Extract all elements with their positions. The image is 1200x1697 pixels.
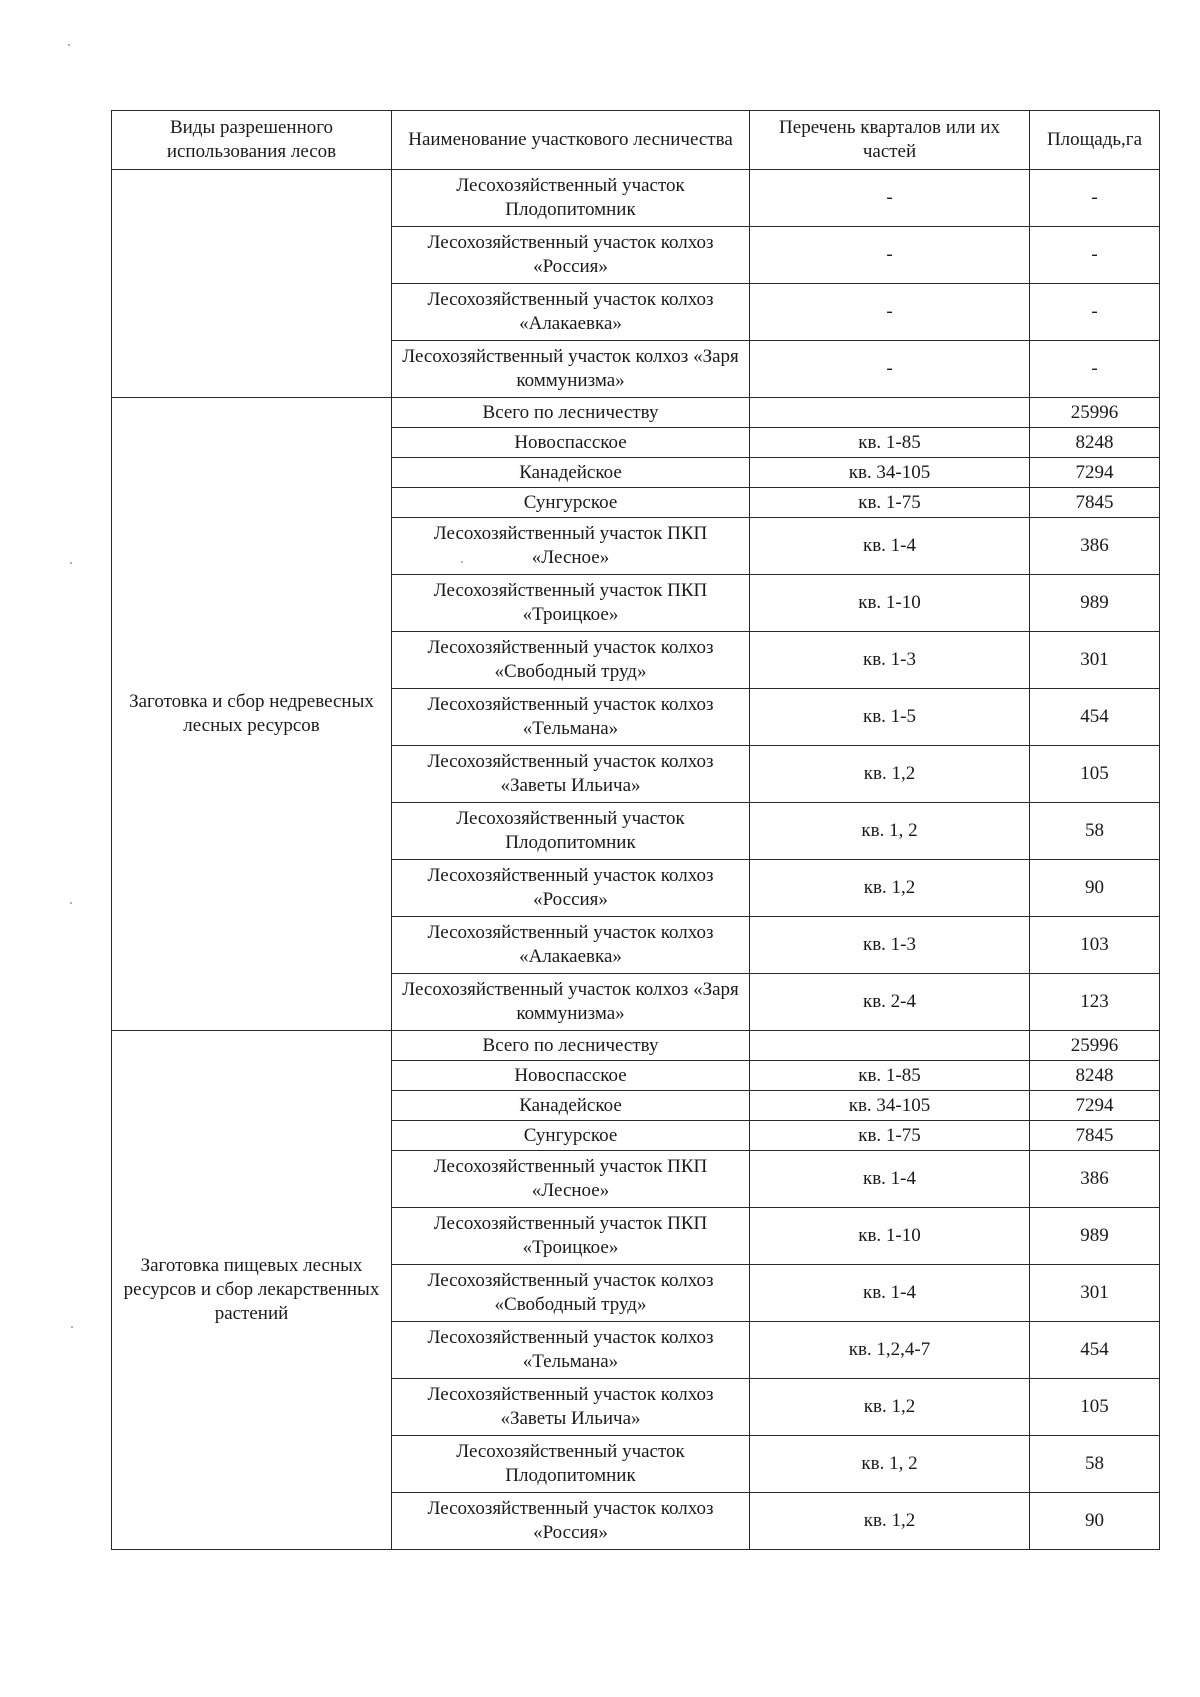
table-header: [112, 111, 1160, 170]
forestry-name-cell: Лесохозяйственный участок Плодопитомник: [392, 803, 750, 860]
quarters-cell: [750, 398, 1030, 428]
scan-speck: [70, 562, 72, 564]
forestry-name-cell: Лесохозяйственный участок колхоз «Россия»: [392, 227, 750, 284]
table-row: [112, 1031, 1160, 1061]
area-cell: -: [1030, 284, 1160, 341]
forestry-name-cell: Лесохозяйственный участок колхоз «Алакаевка»: [392, 284, 750, 341]
header-forestry-name: Наименование участкового лесничества: [392, 111, 750, 170]
forestry-name-cell: Лесохозяйственный участок колхоз «Заря коммунизма»: [392, 341, 750, 398]
quarters-cell: кв. 1-4: [750, 518, 1030, 575]
area-cell: 386: [1030, 518, 1160, 575]
area-cell: 25996: [1030, 398, 1160, 428]
area-cell: 301: [1030, 1265, 1160, 1322]
area-cell: 989: [1030, 1208, 1160, 1265]
forestry-name-cell: Лесохозяйственный участок колхоз «Заветы Ильича»: [392, 746, 750, 803]
forestry-name-cell: Лесохозяйственный участок ПКП «Троицкое»: [392, 1208, 750, 1265]
quarters-cell: кв. 1-85: [750, 1061, 1030, 1091]
area-cell: 7845: [1030, 1121, 1160, 1151]
area-cell: 989: [1030, 575, 1160, 632]
quarters-cell: кв. 1-10: [750, 1208, 1030, 1265]
header-quarters: Перечень кварталов или их частей: [750, 111, 1030, 170]
forestry-name-cell: Новоспасское: [392, 1061, 750, 1091]
quarters-cell: -: [750, 341, 1030, 398]
area-cell: 7294: [1030, 1091, 1160, 1121]
quarters-cell: кв. 2-4: [750, 974, 1030, 1031]
quarters-cell: кв. 34-105: [750, 458, 1030, 488]
forestry-name-cell: Лесохозяйственный участок колхоз «Тельмана»: [392, 689, 750, 746]
quarters-cell: кв. 1-10: [750, 575, 1030, 632]
quarters-cell: кв. 1,2: [750, 1493, 1030, 1550]
forestry-name-cell: Лесохозяйственный участок Плодопитомник: [392, 170, 750, 227]
quarters-cell: кв. 1-75: [750, 488, 1030, 518]
forestry-name-cell: Сунгурское: [392, 1121, 750, 1151]
header-area: Площадь,га: [1030, 111, 1160, 170]
forestry-name-cell: Лесохозяйственный участок колхоз «Россия»: [392, 1493, 750, 1550]
area-cell: 103: [1030, 917, 1160, 974]
area-cell: 7845: [1030, 488, 1160, 518]
area-cell: 386: [1030, 1151, 1160, 1208]
forestry-name-cell: Лесохозяйственный участок Плодопитомник: [392, 1436, 750, 1493]
area-cell: -: [1030, 170, 1160, 227]
forestry-name-cell: Лесохозяйственный участок колхоз «Свободный труд»: [392, 632, 750, 689]
quarters-cell: кв. 1,2: [750, 1379, 1030, 1436]
area-cell: 301: [1030, 632, 1160, 689]
forestry-name-cell: Лесохозяйственный участок колхоз «Россия»: [392, 860, 750, 917]
area-cell: 90: [1030, 1493, 1160, 1550]
header-use-type: Виды разрешенного использования лесов: [112, 111, 392, 170]
forestry-name-cell: Лесохозяйственный участок ПКП «Лесное»: [392, 518, 750, 575]
area-cell: 454: [1030, 689, 1160, 746]
forestry-name-cell: Лесохозяйственный участок колхоз «Свободный труд»: [392, 1265, 750, 1322]
quarters-cell: кв. 1-75: [750, 1121, 1030, 1151]
quarters-cell: кв. 1,2: [750, 860, 1030, 917]
forestry-name-cell: Лесохозяйственный участок ПКП «Лесное»: [392, 1151, 750, 1208]
table-row: [112, 170, 1160, 227]
quarters-cell: -: [750, 284, 1030, 341]
forestry-name-cell: Сунгурское: [392, 488, 750, 518]
forestry-name-cell: Канадейское: [392, 458, 750, 488]
area-cell: -: [1030, 341, 1160, 398]
quarters-cell: кв. 1-4: [750, 1151, 1030, 1208]
forest-use-table: [111, 110, 1160, 1550]
forestry-name-cell: Новоспасское: [392, 428, 750, 458]
area-cell: 25996: [1030, 1031, 1160, 1061]
area-cell: 58: [1030, 1436, 1160, 1493]
quarters-cell: кв. 1-3: [750, 917, 1030, 974]
area-cell: 8248: [1030, 428, 1160, 458]
quarters-cell: [750, 1031, 1030, 1061]
forestry-name-cell: Всего по лесничеству: [392, 398, 750, 428]
area-cell: 90: [1030, 860, 1160, 917]
quarters-cell: кв. 1, 2: [750, 803, 1030, 860]
use-type-cell: Заготовка пищевых лесных ресурсов и сбор лекарственных растений: [112, 1031, 392, 1550]
quarters-cell: кв. 34-105: [750, 1091, 1030, 1121]
forestry-name-cell: Лесохозяйственный участок колхоз «Заветы Ильича»: [392, 1379, 750, 1436]
area-cell: 123: [1030, 974, 1160, 1031]
forestry-name-cell: Лесохозяйственный участок ПКП «Троицкое»: [392, 575, 750, 632]
quarters-cell: кв. 1-5: [750, 689, 1030, 746]
area-cell: -: [1030, 227, 1160, 284]
quarters-cell: кв. 1, 2: [750, 1436, 1030, 1493]
quarters-cell: кв. 1-4: [750, 1265, 1030, 1322]
table-row: [112, 398, 1160, 428]
use-type-cell: Заготовка и сбор недревесных лесных ресурсов: [112, 398, 392, 1031]
scan-speck: [70, 902, 72, 904]
forestry-name-cell: Лесохозяйственный участок колхоз «Тельмана»: [392, 1322, 750, 1379]
area-cell: 58: [1030, 803, 1160, 860]
forestry-name-cell: Всего по лесничеству: [392, 1031, 750, 1061]
forestry-name-cell: Канадейское: [392, 1091, 750, 1121]
forestry-name-cell: Лесохозяйственный участок колхоз «Алакаевка»: [392, 917, 750, 974]
forestry-name-cell: Лесохозяйственный участок колхоз «Заря коммунизма»: [392, 974, 750, 1031]
scan-speck: [71, 1326, 73, 1328]
quarters-cell: кв. 1,2,4-7: [750, 1322, 1030, 1379]
area-cell: 105: [1030, 746, 1160, 803]
quarters-cell: кв. 1-85: [750, 428, 1030, 458]
area-cell: 8248: [1030, 1061, 1160, 1091]
table-body: [112, 170, 1160, 1550]
use-type-cell: [112, 170, 392, 398]
quarters-cell: кв. 1-3: [750, 632, 1030, 689]
scan-speck: [68, 44, 70, 46]
area-cell: 7294: [1030, 458, 1160, 488]
quarters-cell: -: [750, 227, 1030, 284]
quarters-cell: -: [750, 170, 1030, 227]
area-cell: 105: [1030, 1379, 1160, 1436]
area-cell: 454: [1030, 1322, 1160, 1379]
quarters-cell: кв. 1,2: [750, 746, 1030, 803]
